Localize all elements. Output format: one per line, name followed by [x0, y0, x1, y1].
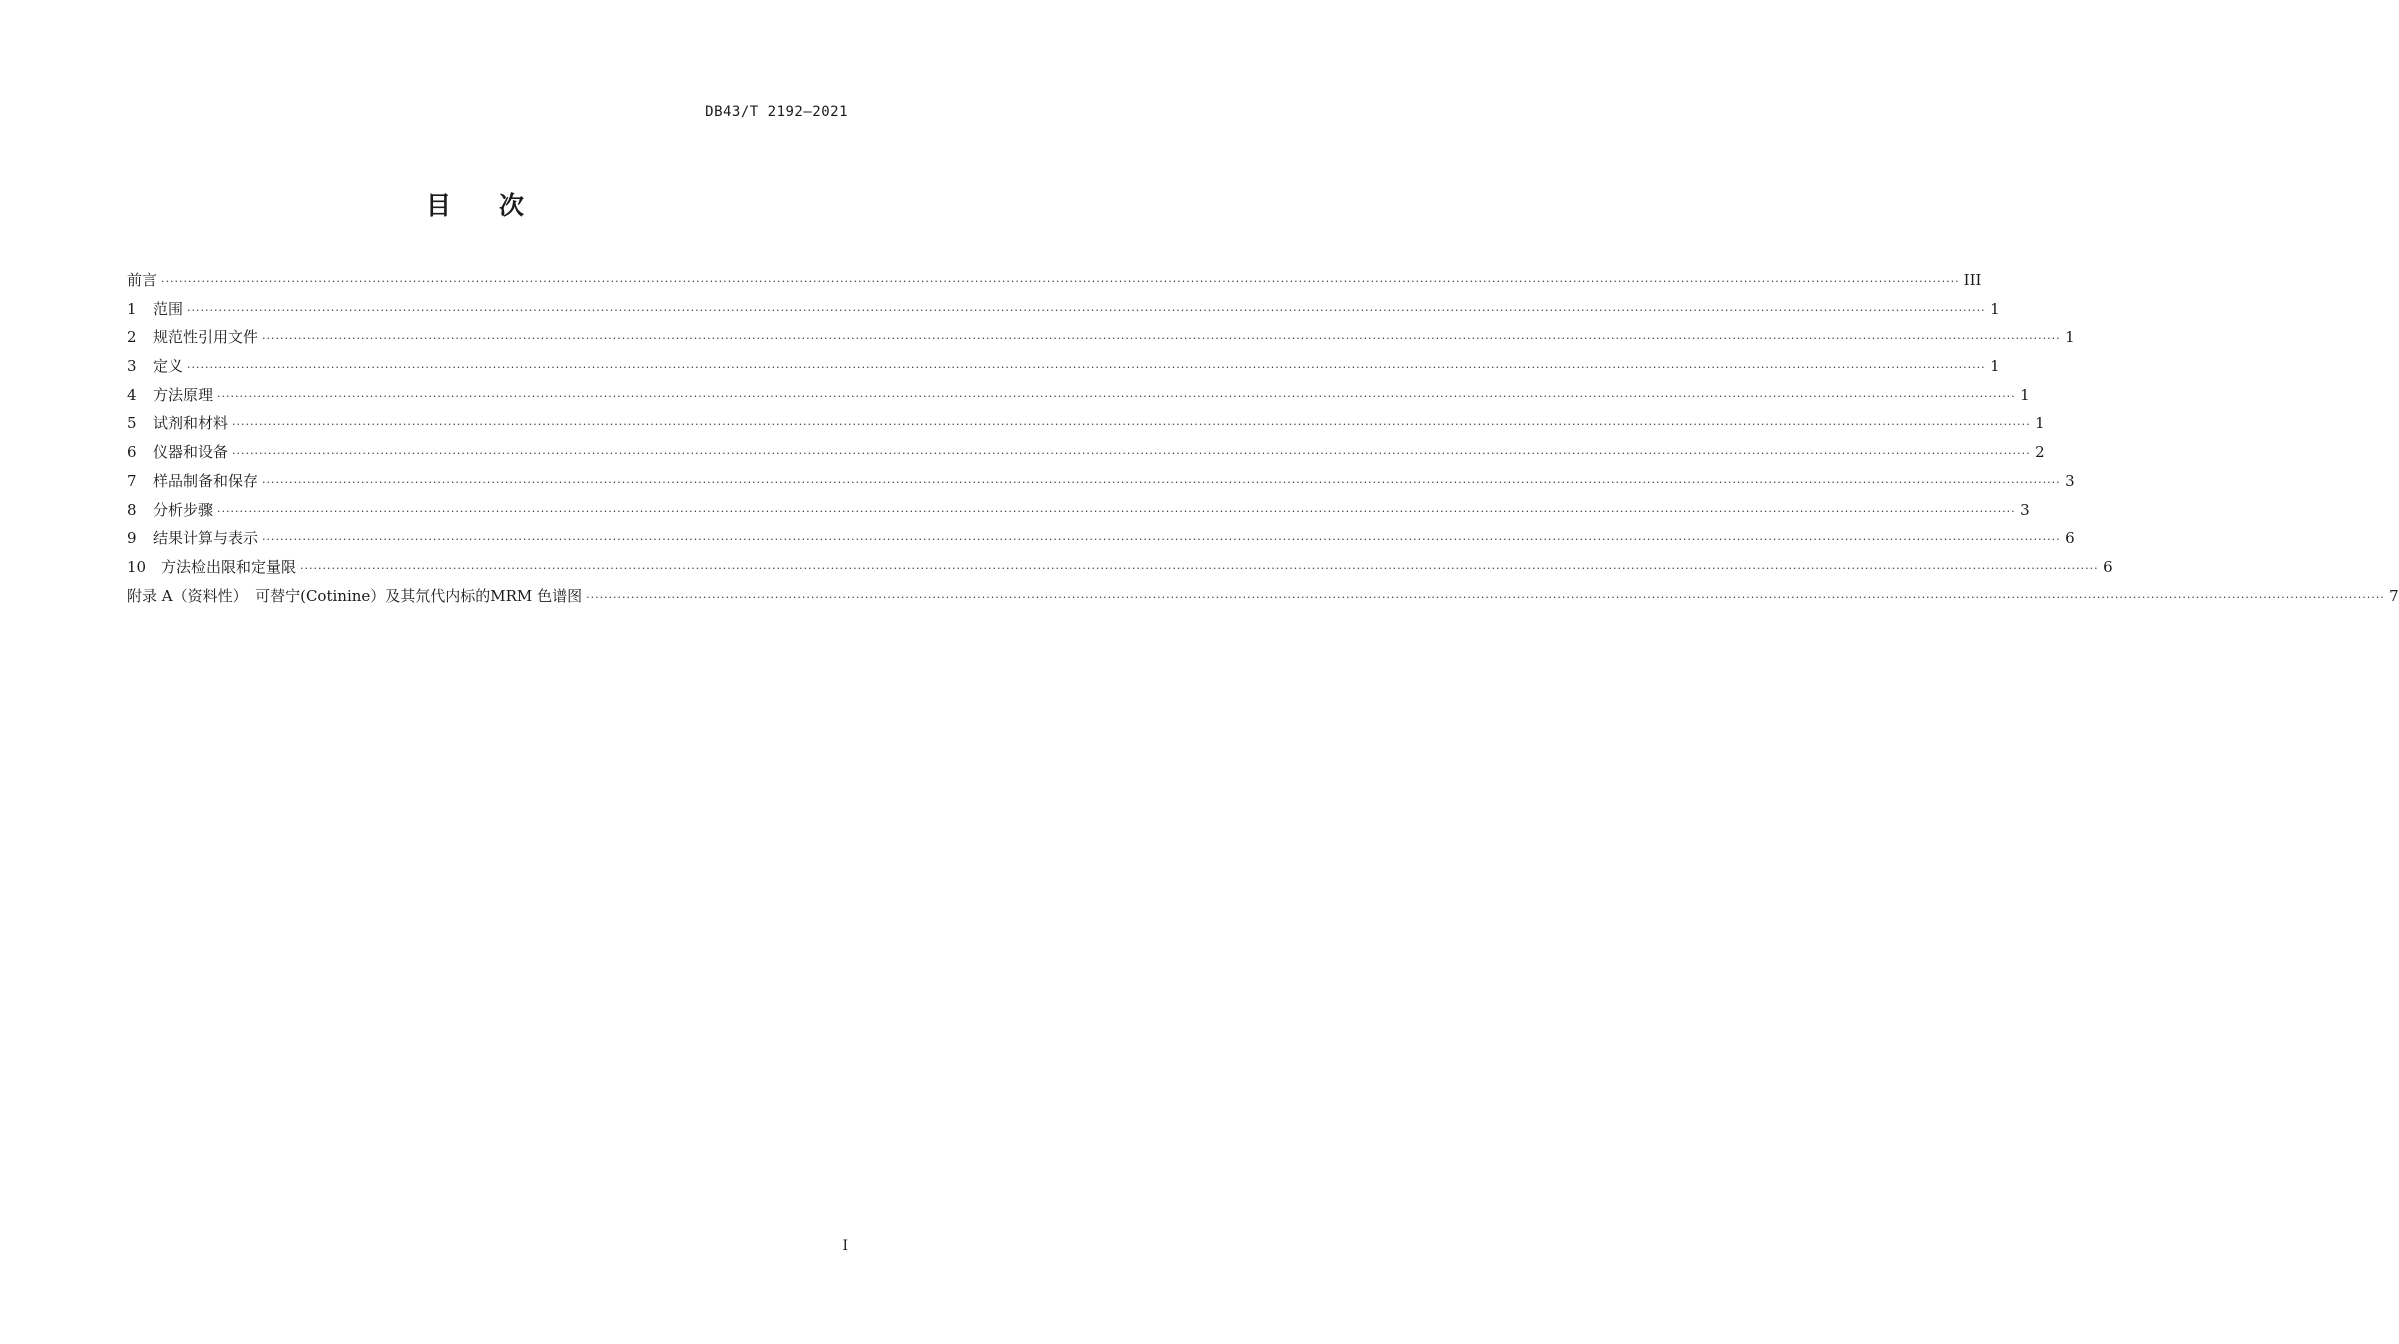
toc-entry-label: 定义: [153, 357, 184, 376]
toc-entry-number: 10: [127, 557, 147, 576]
toc-entry-number: 7: [127, 471, 137, 490]
toc-entry[interactable]: [127, 352, 2000, 381]
toc-entry-number: 4: [127, 385, 137, 404]
toc-entry[interactable]: [127, 438, 2045, 467]
toc-leader-dots: ················································································································································································································································································································································································································: [300, 561, 2099, 575]
toc-leader-dots: ················································································································································································································································································································································································································: [262, 332, 2061, 346]
page-title-right: 次: [499, 191, 525, 220]
document-code: DB43/T 2192—2021: [705, 104, 848, 120]
toc-entry-label: 仪器和设备: [153, 443, 229, 462]
toc-entry-page: III: [1963, 271, 1982, 289]
toc-entry-page: 1: [2020, 385, 2030, 404]
table-of-contents: [127, 266, 2399, 610]
toc-entry-number: 5: [127, 414, 137, 433]
toc-entry-label: 方法检出限和定量限: [161, 557, 297, 576]
toc-entry-number: 9: [127, 529, 137, 548]
toc-entry-label: 试剂和材料: [153, 414, 229, 433]
page-title-left: 目: [425, 191, 451, 220]
toc-leader-dots: ················································································································································································································································································································································································································: [232, 418, 2031, 432]
toc-entry-label: 结果计算与表示: [153, 529, 259, 548]
toc-entry[interactable]: [127, 582, 2399, 611]
toc-entry[interactable]: [127, 323, 2075, 352]
toc-entry-label: 范围: [153, 299, 184, 318]
toc-leader-dots: ················································································································································································································································································································································································································: [232, 447, 2031, 461]
toc-entry[interactable]: [127, 381, 2030, 410]
toc-entry-label: 前言: [127, 271, 158, 289]
toc-entry[interactable]: [127, 553, 2113, 582]
toc-entry-number: 8: [127, 500, 137, 519]
toc-entry-number: 3: [127, 357, 137, 376]
toc-leader-dots: ················································································································································································································································································································································································································: [187, 303, 1986, 317]
toc-entry[interactable]: [127, 295, 2000, 324]
toc-entry-page: 2: [2035, 443, 2045, 462]
toc-entry-page: 7: [2389, 586, 2399, 605]
toc-entry[interactable]: [127, 467, 2075, 496]
toc-entry-page: 1: [1990, 357, 2000, 376]
toc-entry-number: 1: [127, 299, 137, 318]
toc-entry[interactable]: [127, 409, 2045, 438]
toc-entry-page: 3: [2065, 471, 2075, 490]
toc-entry-page: 6: [2103, 557, 2113, 576]
toc-entry[interactable]: [127, 496, 2030, 525]
toc-leader-dots: ················································································································································································································································································································································································································: [217, 389, 2016, 403]
toc-entry-label: 方法原理: [153, 385, 214, 404]
toc-entry[interactable]: [127, 524, 2075, 553]
toc-entry[interactable]: [127, 266, 1982, 295]
toc-entry-number: 2: [127, 328, 137, 347]
toc-leader-dots: ················································································································································································································································································································································································································: [586, 590, 2385, 604]
toc-leader-dots: ················································································································································································································································································································································································································: [187, 361, 1986, 375]
toc-entry-label: 规范性引用文件: [153, 328, 259, 347]
toc-leader-dots: ················································································································································································································································································································································································································: [262, 475, 2061, 489]
toc-entry-number: 6: [127, 443, 137, 462]
toc-leader-dots: ················································································································································································································································································································································································································: [262, 533, 2061, 547]
toc-entry-page: 6: [2065, 529, 2075, 548]
toc-entry-page: 3: [2020, 500, 2030, 519]
page-title: [0, 186, 950, 222]
toc-entry-page: 1: [2035, 414, 2045, 433]
toc-leader-dots: ················································································································································································································································································································································································································: [161, 275, 1960, 288]
toc-entry-page: 1: [1990, 299, 2000, 318]
toc-entry-label: 附录 A（资料性） 可替宁(Cotinine）及其氘代内标的MRM 色谱图: [127, 586, 583, 605]
toc-entry-page: 1: [2065, 328, 2075, 347]
toc-entry-label: 分析步骤: [153, 500, 214, 519]
toc-entry-label: 样品制备和保存: [153, 471, 259, 490]
page-number: I: [842, 1238, 848, 1254]
toc-leader-dots: ················································································································································································································································································································································································································: [217, 504, 2016, 518]
